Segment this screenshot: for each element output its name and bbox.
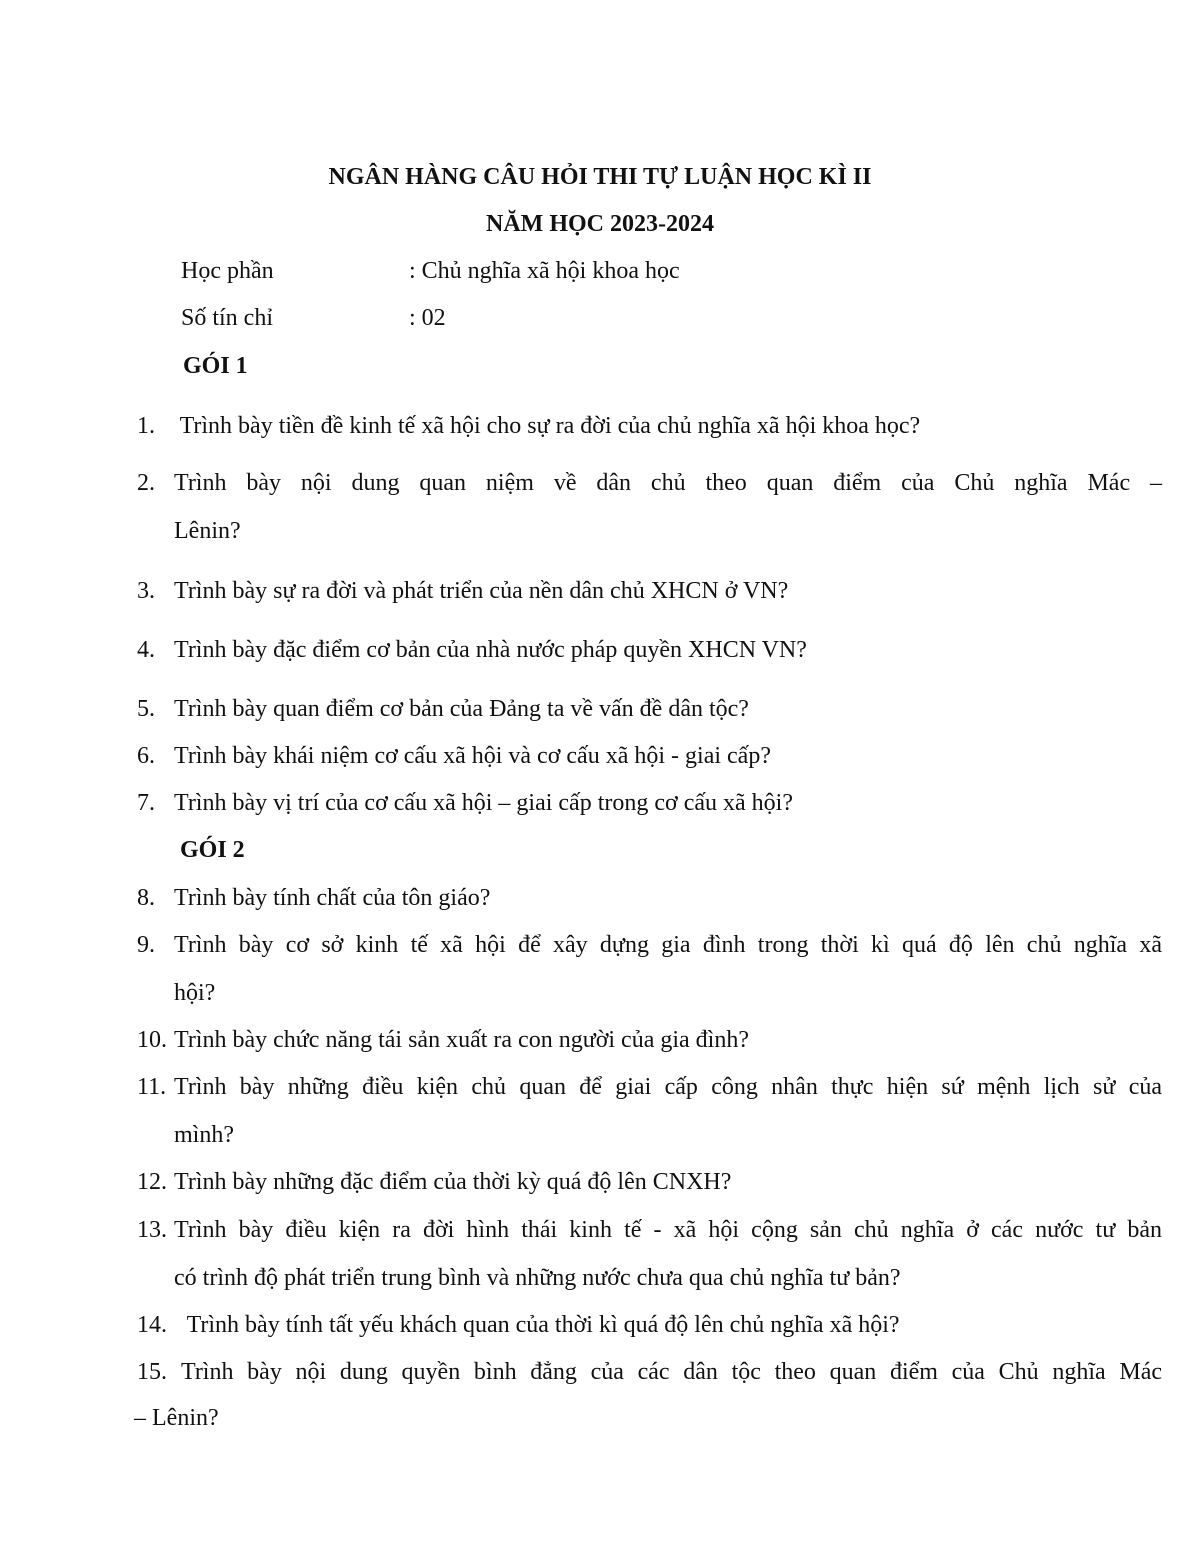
question-item-1 [137,411,1162,441]
question-text-continuation: – Lênin? [134,1405,219,1431]
question-item-14 [137,1310,1162,1340]
question-number: 11. [137,1074,167,1100]
question-number: 5. [137,696,155,722]
question-text: Trình bày vị trí của cơ cấu xã hội – giai cấp trong cơ cấu xã hội? [174,790,793,816]
question-item-15 [134,1357,1162,1433]
question-item-5 [137,694,1162,724]
question-text: Trình bày tính chất của tôn giáo? [174,885,491,911]
question-text-continuation: Lênin? [174,518,241,544]
question-item-4 [137,635,1162,665]
question-number: 8. [137,885,155,911]
question-number: 10. [137,1027,167,1053]
question-text: Trình bày đặc điểm cơ bản của nhà nước pháp quyền XHCN VN? [174,637,807,663]
question-number: 3. [137,578,155,604]
question-number: 13. [137,1217,167,1243]
question-text: Trình bày nội dung quyền bình đẳng của các dân tộc theo quan điểm của Chủ nghĩa Mác [181,1359,1162,1385]
question-text: Trình bày sự ra đời và phát triển của nền dân chủ XHCN ở VN? [174,578,789,604]
question-text: Trình bày điều kiện ra đời hình thái kinh tế - xã hội cộng sản chủ nghĩa ở các nước tư bản [174,1217,1162,1243]
question-text: Trình bày chức năng tái sản xuất ra con người của gia đình? [174,1027,750,1053]
question-text: Trình bày khái niệm cơ cấu xã hội và cơ cấu xã hội - giai cấp? [174,743,771,769]
question-number: 9. [137,932,155,958]
meta-credits-value: : 02 [409,305,446,331]
question-item-2 [137,468,1162,546]
question-text: Trình bày cơ sở kinh tế xã hội để xây dựng gia đình trong thời kì quá độ lên chủ nghĩa xã [174,932,1162,958]
meta-course-label: Học phần [181,258,274,284]
question-number: 6. [137,743,155,769]
meta-course [181,256,680,286]
question-text: Trình bày nội dung quan niệm về dân chủ theo quan điểm của Chủ nghĩa Mác – [174,470,1162,496]
document-title: NGÂN HÀNG CÂU HỎI THI TỰ LUẬN HỌC KÌ II [328,164,872,190]
question-number: 14. [137,1312,167,1338]
question-item-3 [137,576,1162,606]
question-number: 15. [137,1359,167,1385]
question-item-12 [137,1167,1162,1197]
document-subtitle: NĂM HỌC 2023-2024 [486,211,714,237]
section-heading-2: GÓI 2 [180,837,245,863]
question-item-8 [137,883,1162,913]
question-number: 12. [137,1169,167,1195]
question-number: 1. [137,413,155,439]
question-text: Trình bày quan điểm cơ bản của Đảng ta về vấn đề dân tộc? [174,696,749,722]
question-number: 2. [137,470,155,496]
question-text: Trình bày tiền đề kinh tế xã hội cho sự ra đời của chủ nghĩa xã hội khoa học? [174,413,921,439]
meta-credits-label: Số tín chỉ [181,305,274,331]
question-item-9 [137,930,1162,1008]
question-item-13 [137,1215,1162,1293]
question-text: Trình bày những đặc điểm của thời kỳ quá độ lên CNXH? [174,1169,732,1195]
question-text-continuation: có trình độ phát triển trung bình và những nước chưa qua chủ nghĩa tư bản? [174,1265,901,1291]
question-number: 4. [137,637,155,663]
question-item-10 [137,1025,1162,1055]
question-text-continuation: hội? [174,980,216,1006]
question-text: Trình bày những điều kiện chủ quan để giai cấp công nhân thực hiện sứ mệnh lịch sử của [174,1074,1162,1100]
question-number: 7. [137,790,155,816]
question-item-6 [137,741,1162,771]
question-text-continuation: mình? [174,1122,234,1148]
meta-course-value: : Chủ nghĩa xã hội khoa học [409,258,680,284]
meta-credits [181,303,446,333]
question-text: Trình bày tính tất yếu khách quan của thời kì quá độ lên chủ nghĩa xã hội? [181,1312,900,1338]
question-item-11 [137,1072,1162,1150]
section-heading-1: GÓI 1 [183,353,248,379]
question-item-7 [137,788,1162,818]
